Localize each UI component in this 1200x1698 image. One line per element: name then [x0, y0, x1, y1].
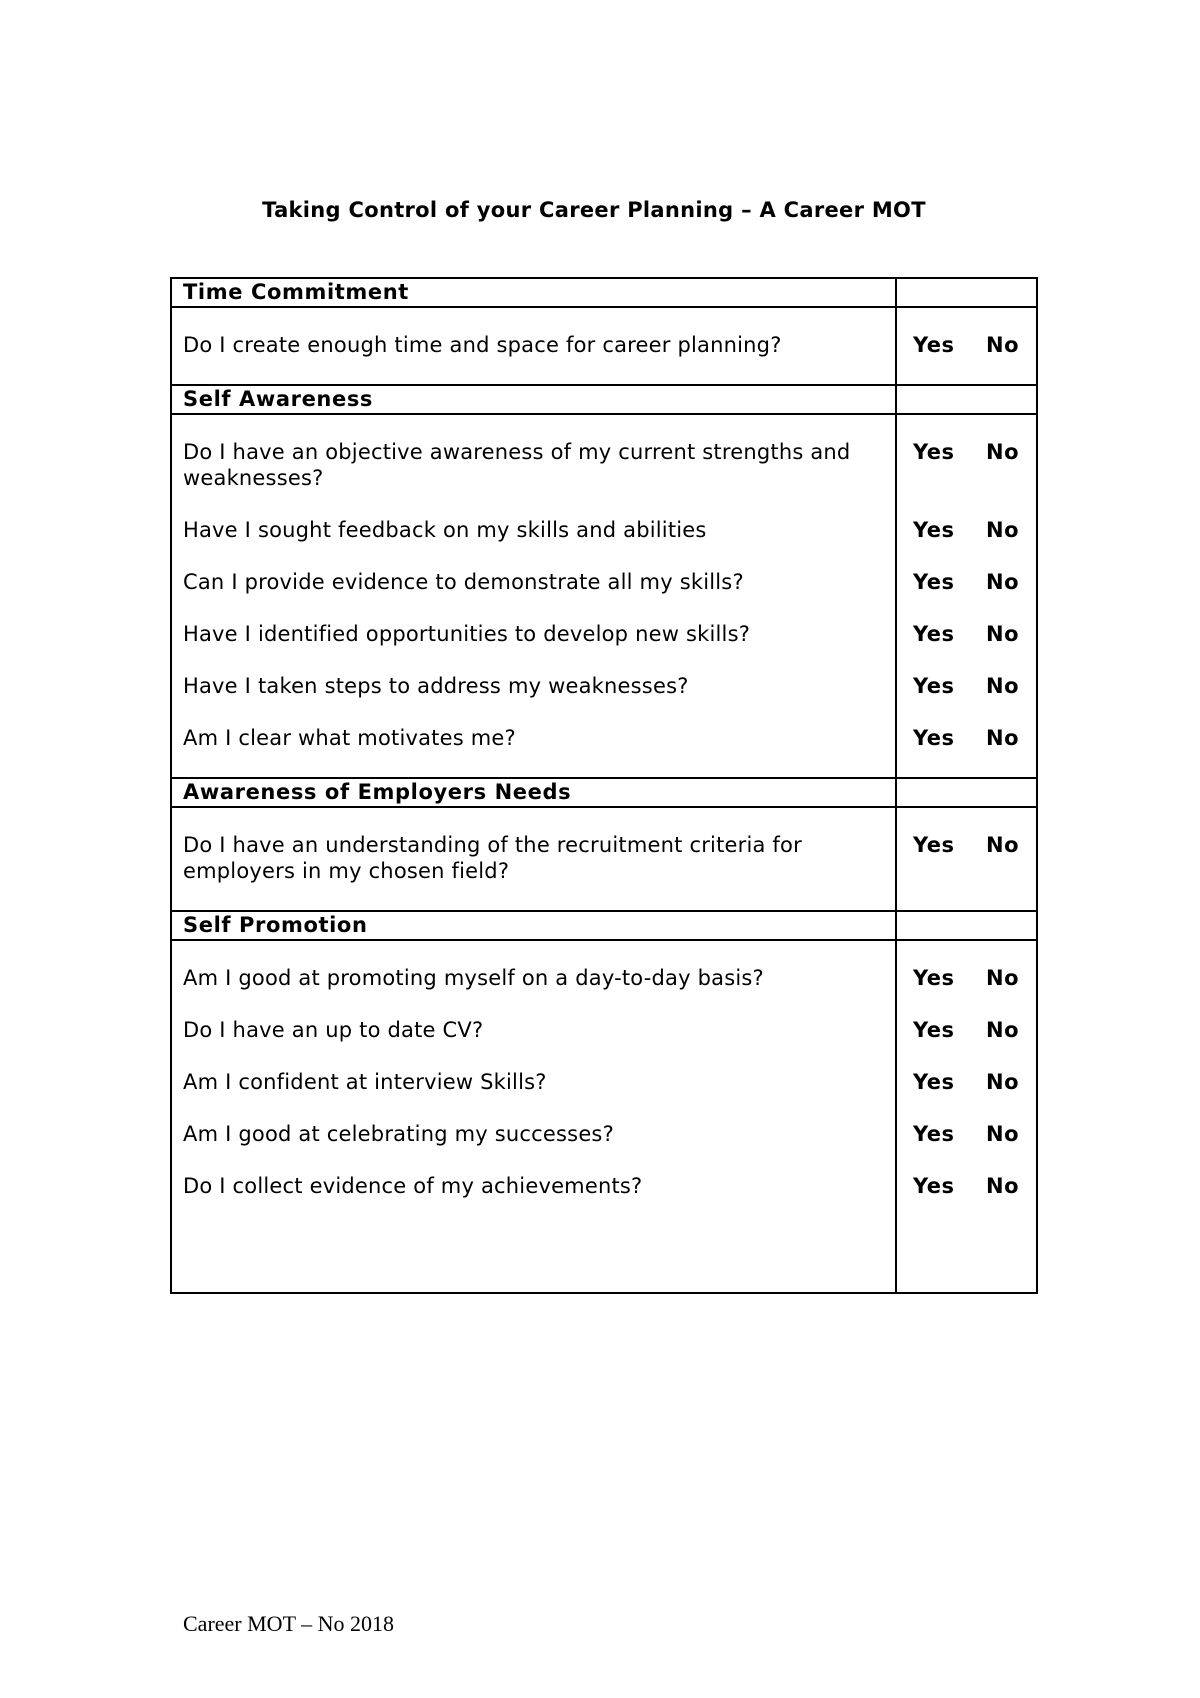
question-item: Do I have an understanding of the recruitment criteria for employers in my chosen field?	[183, 833, 802, 883]
question-item: Can I provide evidence to demonstrate all my skills?	[183, 570, 744, 594]
section-header-self-awareness	[172, 384, 1036, 415]
yes-option[interactable]: Yes	[913, 622, 955, 646]
yes-option[interactable]: Yes	[913, 1122, 955, 1146]
no-option[interactable]: No	[986, 333, 1020, 357]
yes-option[interactable]: Yes	[913, 1070, 955, 1094]
no-option[interactable]: No	[986, 726, 1020, 750]
yes-option[interactable]: Yes	[913, 440, 955, 464]
yes-option[interactable]: Yes	[913, 1018, 955, 1042]
page-footer: Career MOT – No 2018	[183, 1611, 394, 1636]
yes-option[interactable]: Yes	[913, 570, 955, 594]
question-item: Am I confident at interview Skills?	[183, 1070, 547, 1094]
page-title: Taking Control of your Career Planning – A Career MOT	[262, 198, 926, 222]
no-option[interactable]: No	[986, 1174, 1020, 1198]
section-header-time-commitment	[172, 279, 1036, 308]
no-option[interactable]: No	[986, 674, 1020, 698]
no-option[interactable]: No	[986, 833, 1020, 857]
question-item: Am I clear what motivates me?	[183, 726, 516, 750]
no-option[interactable]: No	[986, 440, 1020, 464]
question-item: Do I have an objective awareness of my current strengths and weaknesses?	[183, 440, 851, 490]
no-option[interactable]: No	[986, 1122, 1020, 1146]
question-item: Do I collect evidence of my achievements?	[183, 1174, 643, 1198]
no-option[interactable]: No	[986, 1018, 1020, 1042]
question-item: Am I good at promoting myself on a day-to-day basis?	[183, 966, 764, 990]
no-option[interactable]: No	[986, 622, 1020, 646]
section-title: Self Awareness	[183, 387, 374, 411]
yes-option[interactable]: Yes	[913, 333, 955, 357]
question-item: Do I have an up to date CV?	[183, 1018, 484, 1042]
yes-option[interactable]: Yes	[913, 726, 955, 750]
no-option[interactable]: No	[986, 518, 1020, 542]
yes-option[interactable]: Yes	[913, 1174, 955, 1198]
section-header-employers-needs	[172, 777, 1036, 808]
section-header-self-promotion	[172, 910, 1036, 941]
question-item: Have I sought feedback on my skills and abilities	[183, 518, 707, 542]
yes-option[interactable]: Yes	[913, 833, 955, 857]
career-mot-table	[170, 277, 1038, 1294]
no-option[interactable]: No	[986, 966, 1020, 990]
no-option[interactable]: No	[986, 1070, 1020, 1094]
question-item: Do I create enough time and space for career planning?	[183, 333, 782, 357]
question-item: Am I good at celebrating my successes?	[183, 1122, 614, 1146]
section-title: Time Commitment	[183, 280, 409, 304]
question-item: Have I taken steps to address my weaknesses?	[183, 674, 689, 698]
yes-option[interactable]: Yes	[913, 518, 955, 542]
question-item: Have I identified opportunities to develop new skills?	[183, 622, 751, 646]
yes-option[interactable]: Yes	[913, 966, 955, 990]
section-title: Self Promotion	[183, 913, 368, 937]
section-title: Awareness of Employers Needs	[183, 780, 572, 804]
yes-option[interactable]: Yes	[913, 674, 955, 698]
no-option[interactable]: No	[986, 570, 1020, 594]
